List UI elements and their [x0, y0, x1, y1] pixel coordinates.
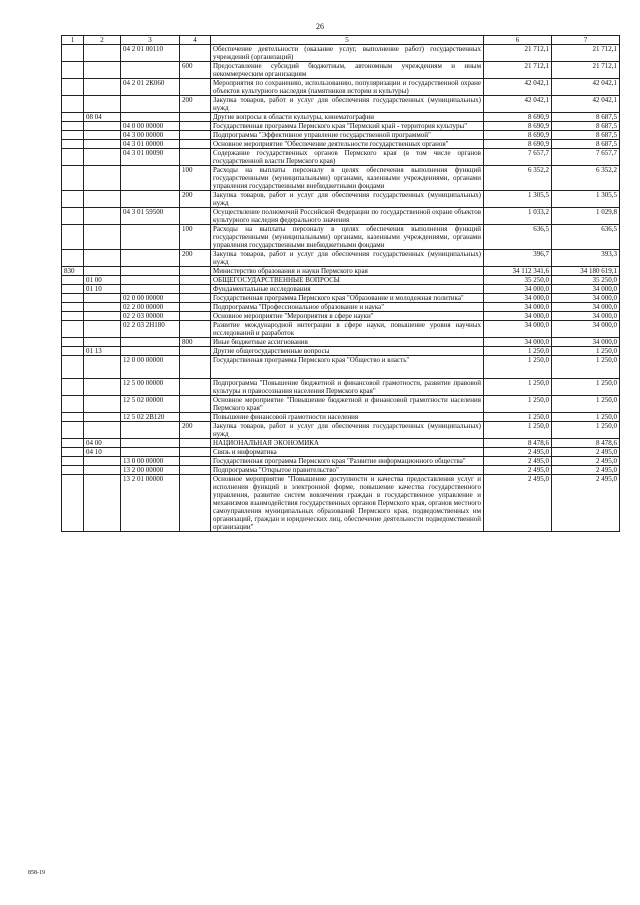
cell-amount-col6: 8 478,6	[484, 439, 552, 448]
table-row	[62, 131, 620, 140]
table-row	[62, 439, 620, 448]
header-col-1: 1	[62, 36, 84, 45]
table-body	[62, 45, 620, 532]
cell-amount-col6: 35 250,0	[484, 276, 552, 285]
cell-amount-col7: 6 352,2	[552, 166, 620, 191]
cell-description: Закупка товаров, работ и услуг для обеспечения государственных (муниципальных) нужд	[211, 191, 484, 208]
cell-expense-type	[180, 131, 211, 140]
cell-expense-type: 800	[180, 338, 211, 347]
cell-section-code	[84, 422, 121, 439]
footer-code: 858-19	[28, 870, 45, 876]
cell-section-code	[84, 356, 121, 379]
cell-target-code	[121, 62, 180, 79]
cell-expense-type: 600	[180, 62, 211, 79]
cell-ministry-code	[62, 448, 84, 457]
cell-target-code: 13 2 01 00000	[121, 475, 180, 532]
cell-description: Иные бюджетные ассигнования	[211, 338, 484, 347]
cell-amount-col7: 1 250,0	[552, 413, 620, 422]
cell-section-code	[84, 294, 121, 303]
cell-target-code: 04 0 00 00000	[121, 122, 180, 131]
cell-amount-col6: 34 000,0	[484, 312, 552, 321]
cell-expense-type	[180, 466, 211, 475]
cell-ministry-code	[62, 303, 84, 312]
cell-expense-type	[180, 356, 211, 379]
cell-section-code: 04 10	[84, 448, 121, 457]
cell-expense-type	[180, 303, 211, 312]
cell-target-code: 04 3 01 00000	[121, 140, 180, 149]
cell-amount-col6: 2 495,0	[484, 457, 552, 466]
cell-expense-type	[180, 312, 211, 321]
cell-target-code: 02 2 03 2Н180	[121, 321, 180, 338]
cell-expense-type: 100	[180, 225, 211, 250]
cell-amount-col6: 1 250,0	[484, 379, 552, 396]
budget-table	[61, 35, 620, 532]
header-col-5: 5	[211, 36, 484, 45]
cell-amount-col6: 34 000,0	[484, 303, 552, 312]
cell-target-code	[121, 422, 180, 439]
cell-description: ОБЩЕГОСУДАРСТВЕННЫЕ ВОПРОСЫ	[211, 276, 484, 285]
cell-amount-col6: 1 250,0	[484, 347, 552, 356]
cell-target-code	[121, 448, 180, 457]
cell-amount-col6: 6 352,2	[484, 166, 552, 191]
cell-amount-col6: 42 042,1	[484, 79, 552, 96]
cell-ministry-code	[62, 122, 84, 131]
cell-amount-col6: 34 112 341,6	[484, 267, 552, 276]
cell-expense-type	[180, 122, 211, 131]
cell-amount-col6: 21 712,1	[484, 62, 552, 79]
cell-ministry-code	[62, 276, 84, 285]
cell-expense-type: 100	[180, 166, 211, 191]
cell-expense-type	[180, 113, 211, 122]
cell-ministry-code	[62, 312, 84, 321]
cell-section-code	[84, 303, 121, 312]
cell-section-code: 01 00	[84, 276, 121, 285]
cell-ministry-code	[62, 356, 84, 379]
cell-target-code	[121, 439, 180, 448]
table-row	[62, 166, 620, 191]
cell-expense-type	[180, 140, 211, 149]
cell-section-code	[84, 166, 121, 191]
cell-ministry-code	[62, 475, 84, 532]
table-row	[62, 276, 620, 285]
cell-target-code: 04 3 00 00000	[121, 131, 180, 140]
cell-target-code: 13 0 00 00000	[121, 457, 180, 466]
cell-amount-col7: 34 000,0	[552, 312, 620, 321]
cell-amount-col7: 1 250,0	[552, 396, 620, 413]
cell-target-code	[121, 276, 180, 285]
cell-expense-type: 200	[180, 422, 211, 439]
header-col-4: 4	[180, 36, 211, 45]
cell-amount-col6: 1 250,0	[484, 396, 552, 413]
cell-amount-col7: 2 495,0	[552, 475, 620, 532]
cell-description: Закупка товаров, работ и услуг для обеспечения государственных (муниципальных) нужд	[211, 422, 484, 439]
cell-ministry-code	[62, 225, 84, 250]
cell-ministry-code	[62, 79, 84, 96]
cell-description: Государственная программа Пермского края "Общество и власть"	[211, 356, 484, 379]
cell-amount-col7: 34 000,0	[552, 338, 620, 347]
cell-section-code	[84, 312, 121, 321]
table-row	[62, 396, 620, 413]
cell-description: Повышение финансовой грамотности населения	[211, 413, 484, 422]
cell-description: Осуществление полномочий Российской Федерации по государственной охране объектов культурного наследия федерального значения	[211, 208, 484, 225]
cell-amount-col7: 21 712,1	[552, 45, 620, 62]
cell-target-code	[121, 96, 180, 113]
table-row	[62, 113, 620, 122]
cell-amount-col6: 8 690,9	[484, 122, 552, 131]
cell-ministry-code	[62, 466, 84, 475]
table-row	[62, 208, 620, 225]
cell-ministry-code: 830	[62, 267, 84, 276]
cell-target-code	[121, 191, 180, 208]
cell-expense-type	[180, 439, 211, 448]
cell-ministry-code	[62, 321, 84, 338]
cell-amount-col7: 1 305,5	[552, 191, 620, 208]
cell-target-code	[121, 267, 180, 276]
cell-amount-col7: 636,5	[552, 225, 620, 250]
cell-ministry-code	[62, 140, 84, 149]
cell-section-code	[84, 379, 121, 396]
cell-expense-type	[180, 294, 211, 303]
cell-expense-type	[180, 267, 211, 276]
page-number: 26	[316, 22, 324, 31]
cell-expense-type	[180, 413, 211, 422]
cell-description: Расходы на выплаты персоналу в целях обеспечения выполнения функций государственными (муниципальными) органами, казенными учреждениями, органами управления государственными внебюджетными фондами	[211, 225, 484, 250]
header-col-2: 2	[84, 36, 121, 45]
cell-target-code	[121, 250, 180, 267]
cell-amount-col6: 34 000,0	[484, 338, 552, 347]
cell-section-code	[84, 267, 121, 276]
cell-amount-col6: 1 250,0	[484, 356, 552, 379]
cell-target-code: 02 0 00 00000	[121, 294, 180, 303]
table-row	[62, 338, 620, 347]
cell-amount-col6: 34 000,0	[484, 321, 552, 338]
cell-expense-type	[180, 347, 211, 356]
cell-amount-col7: 1 250,0	[552, 422, 620, 439]
table-row	[62, 250, 620, 267]
cell-target-code: 04 3 01 59500	[121, 208, 180, 225]
cell-ministry-code	[62, 149, 84, 166]
cell-ministry-code	[62, 338, 84, 347]
cell-description: Предоставление субсидий бюджетным, автономным учреждениям и иным некоммерческим организациям	[211, 62, 484, 79]
cell-amount-col6: 1 033,2	[484, 208, 552, 225]
cell-section-code	[84, 475, 121, 532]
cell-amount-col6: 21 712,1	[484, 45, 552, 62]
cell-ministry-code	[62, 396, 84, 413]
cell-description: Государственная программа Пермского края "Развитие информационного общества"	[211, 457, 484, 466]
cell-amount-col6: 1 250,0	[484, 413, 552, 422]
table-row	[62, 79, 620, 96]
cell-description: Развитие международной интеграции в сфере науки, повышение уровня научных исследований и разработок	[211, 321, 484, 338]
cell-expense-type	[180, 208, 211, 225]
cell-target-code: 02 2 03 00000	[121, 312, 180, 321]
cell-expense-type	[180, 79, 211, 96]
table-row	[62, 225, 620, 250]
cell-amount-col7: 8 687,5	[552, 113, 620, 122]
cell-amount-col7: 8 687,5	[552, 140, 620, 149]
cell-description: Подпрограмма "Эффективное управление государственной программой"	[211, 131, 484, 140]
cell-expense-type	[180, 379, 211, 396]
cell-target-code: 12 5 02 00000	[121, 396, 180, 413]
cell-section-code	[84, 96, 121, 113]
table-row	[62, 62, 620, 79]
cell-section-code: 01 10	[84, 285, 121, 294]
cell-section-code	[84, 62, 121, 79]
cell-ministry-code	[62, 457, 84, 466]
cell-section-code: 04 00	[84, 439, 121, 448]
cell-amount-col6: 34 000,0	[484, 294, 552, 303]
cell-description: Основное мероприятие "Повышение бюджетной и финансовой грамотности населения Пермского края"	[211, 396, 484, 413]
cell-amount-col7: 8 687,5	[552, 122, 620, 131]
table-row	[62, 347, 620, 356]
cell-section-code	[84, 225, 121, 250]
cell-expense-type	[180, 475, 211, 532]
cell-ministry-code	[62, 347, 84, 356]
header-col-6: 6	[484, 36, 552, 45]
cell-target-code: 04 2 01 00110	[121, 45, 180, 62]
table-row	[62, 191, 620, 208]
cell-ministry-code	[62, 439, 84, 448]
cell-description: Государственная программа Пермского края "Пермский край - территория культуры"	[211, 122, 484, 131]
cell-ministry-code	[62, 131, 84, 140]
table-row	[62, 303, 620, 312]
cell-description: Основное мероприятие "Обеспечение деятельности государственных органов"	[211, 140, 484, 149]
cell-expense-type: 200	[180, 191, 211, 208]
cell-expense-type	[180, 45, 211, 62]
cell-section-code	[84, 250, 121, 267]
cell-section-code	[84, 191, 121, 208]
cell-target-code	[121, 113, 180, 122]
cell-section-code	[84, 79, 121, 96]
cell-expense-type	[180, 448, 211, 457]
cell-ministry-code	[62, 45, 84, 62]
cell-target-code	[121, 285, 180, 294]
cell-description: Обеспечение деятельности (оказание услуг, выполнение работ) государственных учреждений (организаций)	[211, 45, 484, 62]
cell-target-code: 04 2 01 2К060	[121, 79, 180, 96]
cell-expense-type	[180, 285, 211, 294]
cell-target-code: 12 5 02 2В120	[121, 413, 180, 422]
cell-target-code	[121, 347, 180, 356]
cell-amount-col6: 2 495,0	[484, 466, 552, 475]
cell-amount-col6: 1 250,0	[484, 422, 552, 439]
cell-ministry-code	[62, 96, 84, 113]
cell-amount-col6: 396,7	[484, 250, 552, 267]
cell-ministry-code	[62, 413, 84, 422]
cell-amount-col7: 1 029,8	[552, 208, 620, 225]
cell-amount-col7: 8 687,5	[552, 131, 620, 140]
cell-description: Содержание государственных органов Пермского края (в том числе органов государственной власти Пермского края)	[211, 149, 484, 166]
header-row	[62, 36, 620, 45]
table-row	[62, 96, 620, 113]
cell-section-code	[84, 45, 121, 62]
cell-amount-col7: 42 042,1	[552, 96, 620, 113]
cell-description: Закупка товаров, работ и услуг для обеспечения государственных (муниципальных) нужд	[211, 250, 484, 267]
cell-description: Другие вопросы в области культуры, кинематографии	[211, 113, 484, 122]
cell-amount-col7: 34 000,0	[552, 285, 620, 294]
cell-amount-col6: 2 495,0	[484, 475, 552, 532]
budget-table-container	[61, 35, 619, 532]
cell-amount-col6: 2 495,0	[484, 448, 552, 457]
cell-description: Основное мероприятие "Повышение доступности и качества предоставления услуг и исполнения функций в электронной форме, повышение качества государственного управления, развитие систем вовлечения граждан в государственное управление и механизмов взаимодействия государственных органов Пермского края, органов местного самоуправления муниципальных образований Пермского края, подведомственных им организаций, граждан и юридических лиц, обеспечение деятельности подведомственной организации"	[211, 475, 484, 532]
cell-target-code: 12 5 00 00000	[121, 379, 180, 396]
cell-target-code: 13 2 00 00000	[121, 466, 180, 475]
cell-amount-col6: 636,5	[484, 225, 552, 250]
cell-section-code	[84, 466, 121, 475]
cell-section-code	[84, 149, 121, 166]
cell-section-code	[84, 413, 121, 422]
cell-ministry-code	[62, 379, 84, 396]
cell-amount-col6: 42 042,1	[484, 96, 552, 113]
cell-expense-type: 200	[180, 96, 211, 113]
cell-expense-type	[180, 321, 211, 338]
cell-description: Фундаментальные исследования	[211, 285, 484, 294]
cell-section-code	[84, 321, 121, 338]
cell-ministry-code	[62, 62, 84, 79]
cell-description: Подпрограмма "Повышение бюджетной и финансовой грамотности, развитие правовой культуры и правосознания населения Пермского края"	[211, 379, 484, 396]
cell-ministry-code	[62, 166, 84, 191]
table-row	[62, 422, 620, 439]
cell-section-code	[84, 140, 121, 149]
table-row	[62, 294, 620, 303]
cell-target-code	[121, 338, 180, 347]
table-row	[62, 413, 620, 422]
cell-ministry-code	[62, 294, 84, 303]
cell-amount-col7: 2 495,0	[552, 466, 620, 475]
cell-section-code	[84, 338, 121, 347]
cell-target-code: 04 3 01 00090	[121, 149, 180, 166]
cell-amount-col7: 2 495,0	[552, 457, 620, 466]
cell-amount-col7: 1 250,0	[552, 379, 620, 396]
cell-section-code	[84, 396, 121, 413]
cell-section-code: 01 13	[84, 347, 121, 356]
table-row	[62, 457, 620, 466]
cell-description: НАЦИОНАЛЬНАЯ ЭКОНОМИКА	[211, 439, 484, 448]
cell-amount-col7: 35 250,0	[552, 276, 620, 285]
table-row	[62, 448, 620, 457]
cell-amount-col7: 34 180 619,1	[552, 267, 620, 276]
cell-description: Связь и информатика	[211, 448, 484, 457]
cell-amount-col6: 7 657,7	[484, 149, 552, 166]
cell-description: Закупка товаров, работ и услуг для обеспечения государственных (муниципальных) нужд	[211, 96, 484, 113]
cell-description: Основное мероприятие "Мероприятия в сфере науки"	[211, 312, 484, 321]
cell-target-code	[121, 166, 180, 191]
cell-amount-col7: 7 657,7	[552, 149, 620, 166]
cell-ministry-code	[62, 250, 84, 267]
cell-description: Государственная программа Пермского края "Образование и молодежная политика"	[211, 294, 484, 303]
cell-description: Мероприятия по сохранению, использованию, популяризации и государственной охране объектов культурного наследия (памятников истории и культуры)	[211, 79, 484, 96]
cell-amount-col6: 1 305,5	[484, 191, 552, 208]
cell-amount-col7: 21 712,1	[552, 62, 620, 79]
table-row	[62, 267, 620, 276]
table-header	[62, 36, 620, 45]
cell-amount-col7: 34 000,0	[552, 321, 620, 338]
table-row	[62, 356, 620, 379]
cell-target-code: 12 0 00 00000	[121, 356, 180, 379]
cell-description: Подпрограмма "Открытое правительство"	[211, 466, 484, 475]
cell-section-code: 08 04	[84, 113, 121, 122]
table-row	[62, 379, 620, 396]
cell-expense-type: 200	[180, 250, 211, 267]
cell-amount-col6: 34 000,0	[484, 285, 552, 294]
cell-description: Подпрограмма "Профессиональное образование и наука"	[211, 303, 484, 312]
header-col-3: 3	[121, 36, 180, 45]
cell-amount-col7: 34 000,0	[552, 303, 620, 312]
cell-ministry-code	[62, 113, 84, 122]
cell-amount-col7: 1 250,0	[552, 347, 620, 356]
table-row	[62, 321, 620, 338]
cell-expense-type	[180, 457, 211, 466]
cell-expense-type	[180, 276, 211, 285]
cell-description: Другие общегосударственные вопросы	[211, 347, 484, 356]
cell-section-code	[84, 457, 121, 466]
cell-description: Министерство образования и науки Пермского края	[211, 267, 484, 276]
table-row	[62, 312, 620, 321]
cell-section-code	[84, 131, 121, 140]
cell-amount-col7: 2 495,0	[552, 448, 620, 457]
table-row	[62, 475, 620, 532]
cell-amount-col6: 8 690,9	[484, 113, 552, 122]
cell-amount-col7: 8 478,6	[552, 439, 620, 448]
cell-target-code: 02 2 00 00000	[121, 303, 180, 312]
cell-ministry-code	[62, 422, 84, 439]
cell-amount-col6: 8 690,9	[484, 131, 552, 140]
table-row	[62, 122, 620, 131]
table-row	[62, 466, 620, 475]
cell-amount-col7: 34 000,0	[552, 294, 620, 303]
table-row	[62, 149, 620, 166]
cell-amount-col7: 42 042,1	[552, 79, 620, 96]
cell-amount-col6: 8 690,9	[484, 140, 552, 149]
cell-section-code	[84, 208, 121, 225]
table-row	[62, 285, 620, 294]
cell-amount-col7: 393,3	[552, 250, 620, 267]
header-col-7: 7	[552, 36, 620, 45]
table-row	[62, 45, 620, 62]
cell-expense-type	[180, 149, 211, 166]
table-row	[62, 140, 620, 149]
cell-description: Расходы на выплаты персоналу в целях обеспечения выполнения функций государственными (муниципальными) органами, казенными учреждениями, органами управления государственными внебюджетными фондами	[211, 166, 484, 191]
cell-expense-type	[180, 396, 211, 413]
cell-ministry-code	[62, 208, 84, 225]
cell-ministry-code	[62, 285, 84, 294]
cell-target-code	[121, 225, 180, 250]
cell-amount-col7: 1 250,0	[552, 356, 620, 379]
cell-ministry-code	[62, 191, 84, 208]
cell-section-code	[84, 122, 121, 131]
